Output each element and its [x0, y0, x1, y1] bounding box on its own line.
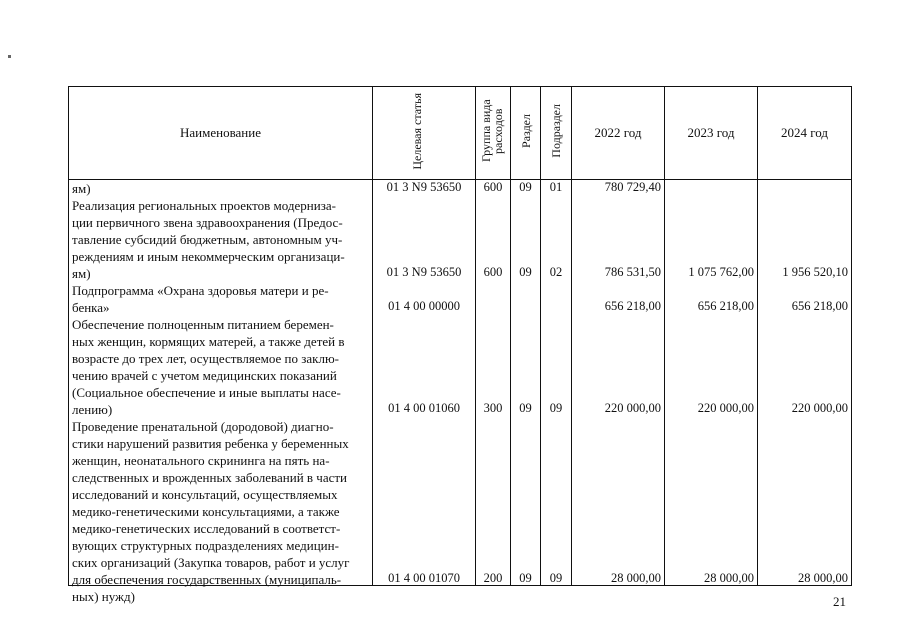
scan-mark: [8, 55, 11, 58]
name-line: бенка»: [72, 300, 110, 315]
subsection-value: 01: [549, 180, 563, 194]
amount-2023: 1 075 762,00: [688, 265, 754, 279]
name-line: женщин, неонатального скрининга на пять на-: [72, 453, 330, 468]
name-line: вующих структурных подразделениях медицин-: [72, 538, 339, 553]
name-line: ских организаций (Закупка товаров, работ и услуг: [72, 555, 350, 570]
amount-2022: 780 729,40: [604, 180, 661, 194]
subsection-value: 09: [549, 571, 563, 585]
amount-2024: 220 000,00: [791, 401, 848, 415]
year-2024-cell: [758, 180, 852, 586]
name-cell: [69, 180, 373, 604]
name-line: исследований и консультаций, осуществляемых: [72, 487, 338, 502]
name-line: ям): [72, 266, 91, 281]
name-line: (Социальное обеспечение и иные выплаты насе-: [72, 385, 341, 400]
article-value: 01 3 N9 53650: [386, 180, 462, 194]
header-expense-group: Группа вида расходов: [476, 87, 511, 180]
group-value: 600: [483, 180, 503, 194]
target-article-cell: [373, 180, 476, 586]
name-line: Реализация региональных проектов модерниза-: [72, 198, 336, 213]
name-line: Обеспечение полноценным питанием беремен-: [72, 317, 334, 332]
budget-table: [68, 86, 852, 604]
article-value: 01 3 N9 53650: [386, 265, 462, 279]
group-value: 200: [483, 571, 503, 585]
header-2023: 2023 год: [665, 87, 758, 180]
name-line: ции первичного звена здравоохранения (Предос-: [72, 215, 343, 230]
amount-2024: 1 956 520,10: [782, 265, 848, 279]
name-line: медико-генетическими консультациями, а также: [72, 504, 340, 519]
name-line: чению врачей с учетом медицинских показаний: [72, 368, 337, 383]
header-target-article: Целевая статья: [373, 87, 476, 180]
amount-2023: 220 000,00: [697, 401, 754, 415]
article-value: 01 4 00 01070: [388, 571, 460, 585]
name-line: ных женщин, кормящих матерей, а также детей в: [72, 334, 345, 349]
header-name: Наименование: [69, 87, 373, 180]
year-2023-cell: [665, 180, 758, 586]
header-row: [69, 87, 852, 180]
name-line: возрасте до трех лет, осуществляемое по заклю-: [72, 351, 339, 366]
body-row: [69, 180, 852, 586]
name-line: лению): [72, 402, 113, 417]
amount-2022: 220 000,00: [604, 401, 661, 415]
name-line: реждениям и иным некоммерческим организаци-: [72, 249, 345, 264]
header-section: Раздел: [511, 87, 541, 180]
section-value: 09: [519, 180, 532, 194]
year-2022-cell: [572, 180, 665, 586]
article-value: 01 4 00 01060: [388, 401, 460, 415]
name-line: следственных и врожденных заболеваний в части: [72, 470, 348, 485]
amount-2024: 28 000,00: [798, 571, 848, 585]
subsection-value: 02: [549, 265, 563, 279]
header-2022: 2022 год: [572, 87, 665, 180]
amount-2022: 656 218,00: [604, 299, 661, 313]
name-line: тавление субсидий бюджетным, автономным уч-: [72, 232, 343, 247]
header-subsection: Подраздел: [541, 87, 572, 180]
page-number: 21: [833, 594, 846, 609]
amount-2023: 656 218,00: [697, 299, 754, 313]
amount-2022: 28 000,00: [611, 571, 661, 585]
section-value: 09: [519, 401, 532, 415]
name-line: для обеспечения государственных (муниципаль-: [72, 572, 342, 587]
name-text: [72, 180, 370, 605]
header-2024: 2024 год: [758, 87, 852, 180]
section-cell: [511, 180, 541, 586]
section-value: 09: [519, 571, 532, 585]
name-line: Проведение пренатальной (дородовой) диагно-: [72, 419, 334, 434]
name-line: ных) нужд): [72, 589, 135, 604]
group-value: 600: [483, 265, 503, 279]
expense-group-cell: [476, 180, 511, 586]
name-line: ям): [72, 181, 91, 196]
group-value: 300: [483, 401, 503, 415]
name-line: Подпрограмма «Охрана здоровья матери и ре-: [72, 283, 329, 298]
name-line: медико-генетических исследований в соответст-: [72, 521, 341, 536]
section-value: 09: [519, 265, 532, 279]
subsection-value: 09: [549, 401, 563, 415]
amount-2022: 786 531,50: [604, 265, 661, 279]
article-value: 01 4 00 00000: [388, 299, 460, 313]
amount-2024: 656 218,00: [791, 299, 848, 313]
amount-2023: 28 000,00: [704, 571, 754, 585]
name-line: стики нарушений развития ребенка у беременных: [72, 436, 349, 451]
subsection-cell: [541, 180, 572, 586]
